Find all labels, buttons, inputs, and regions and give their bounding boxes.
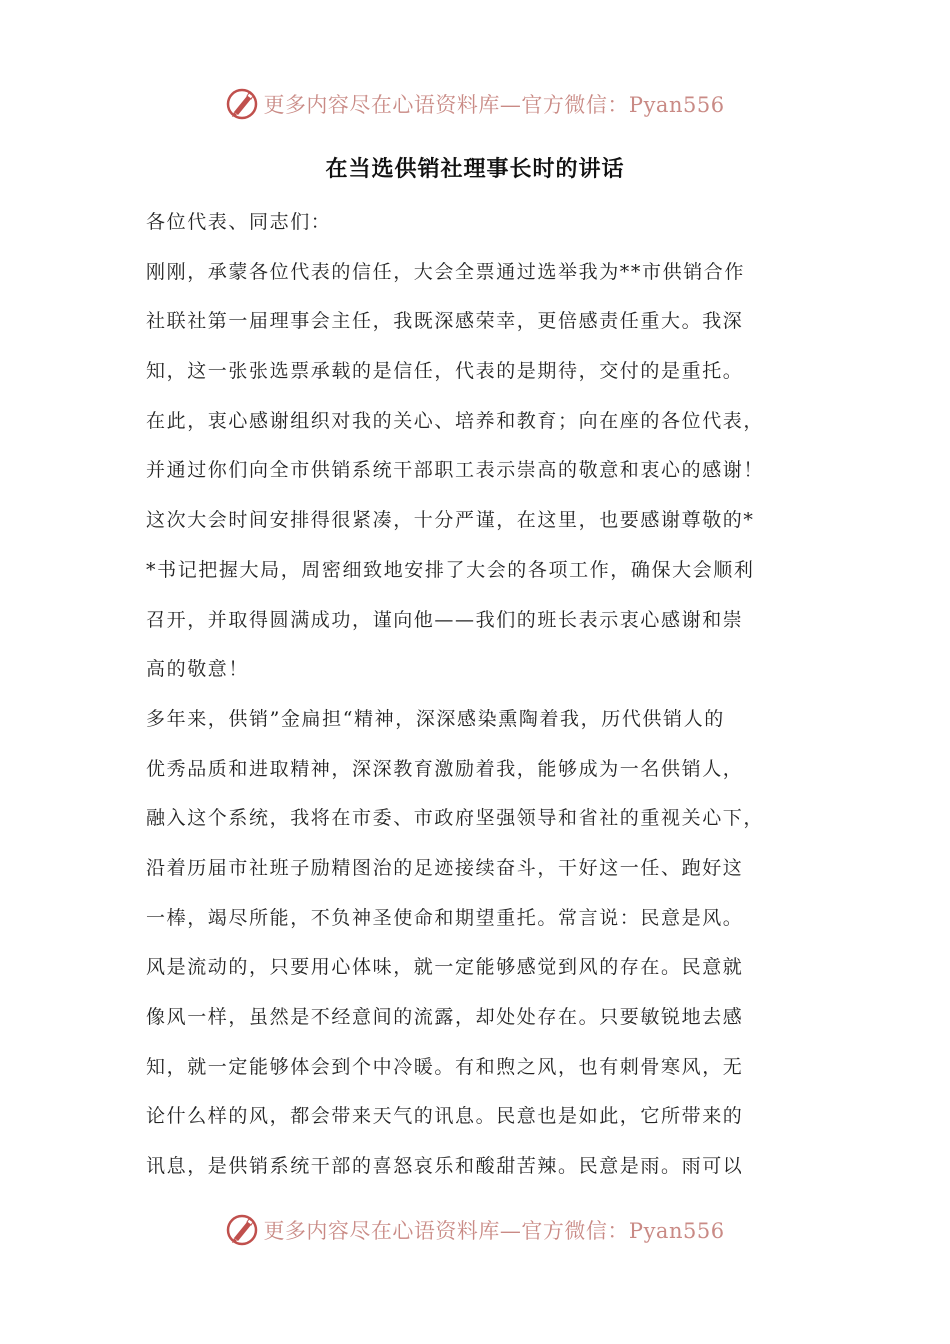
body-line: 这次大会时间安排得很紧凑，十分严谨，在这里，也要感谢尊敬的* <box>146 509 755 532</box>
body-line: *书记把握大局，周密细致地安排了大会的各项工作，确保大会顺利 <box>146 558 755 581</box>
footer-watermark-banner <box>0 1210 950 1250</box>
body-line: 沿着历届市社班子励精图治的足迹接续奋斗，干好这一任、跑好这 <box>146 856 744 879</box>
document-body <box>146 198 811 1192</box>
header-watermark-banner <box>0 84 950 124</box>
document-title: 在当选供销社理事长时的讲话 <box>325 157 625 182</box>
watermark-text: 更多内容尽在心语资料库—官方微信：Pyan556 <box>263 1219 725 1243</box>
body-line: 一棒，竭尽所能，不负神圣使命和期望重托。常言说：民意是风。 <box>146 906 744 929</box>
body-line: 风是流动的，只要用心体味，就一定能够感觉到风的存在。民意就 <box>146 956 744 979</box>
watermark-text: 更多内容尽在心语资料库—官方微信：Pyan556 <box>263 93 725 117</box>
body-line: 各位代表、同志们： <box>146 211 332 233</box>
body-line: 论什么样的风，都会带来天气的讯息。民意也是如此，它所带来的 <box>146 1105 744 1128</box>
body-line: 召开，并取得圆满成功，谨向他——我们的班长表示衷心感谢和崇 <box>146 608 744 631</box>
pen-logo-icon <box>225 1213 259 1247</box>
body-line: 融入这个系统，我将在市委、市政府坚强领导和省社的重视关心下， <box>146 807 765 830</box>
body-line: 高的敬意！ <box>146 658 250 681</box>
body-line: 优秀品质和进取精神，深深教育激励着我，能够成为一名供销人， <box>146 757 744 780</box>
body-line: 社联社第一届理事会主任，我既深感荣幸，更倍感责任重大。我深 <box>146 310 744 333</box>
body-line: 多年来，供销”金扁担“精神，深深感染熏陶着我，历代供销人的 <box>146 707 725 730</box>
pen-logo-icon <box>225 87 259 121</box>
body-line: 在此，衷心感谢组织对我的关心、培养和教育；向在座的各位代表， <box>146 409 765 432</box>
body-line: 并通过你们向全市供销系统干部职工表示崇高的敬意和衷心的感谢！ <box>146 459 765 482</box>
body-line: 刚刚，承蒙各位代表的信任，大会全票通过选举我为**市供销合作 <box>146 260 746 283</box>
body-line: 像风一样，虽然是不经意间的流露，却处处存在。只要敏锐地去感 <box>146 1006 744 1028</box>
body-line: 讯息，是供销系统干部的喜怒哀乐和酸甜苦辣。民意是雨。雨可以 <box>146 1155 744 1178</box>
body-line: 知，这一张张选票承载的是信任，代表的是期待，交付的是重托。 <box>146 360 744 383</box>
body-line: 知，就一定能够体会到个中冷暖。有和煦之风，也有刺骨寒风，无 <box>146 1055 744 1078</box>
